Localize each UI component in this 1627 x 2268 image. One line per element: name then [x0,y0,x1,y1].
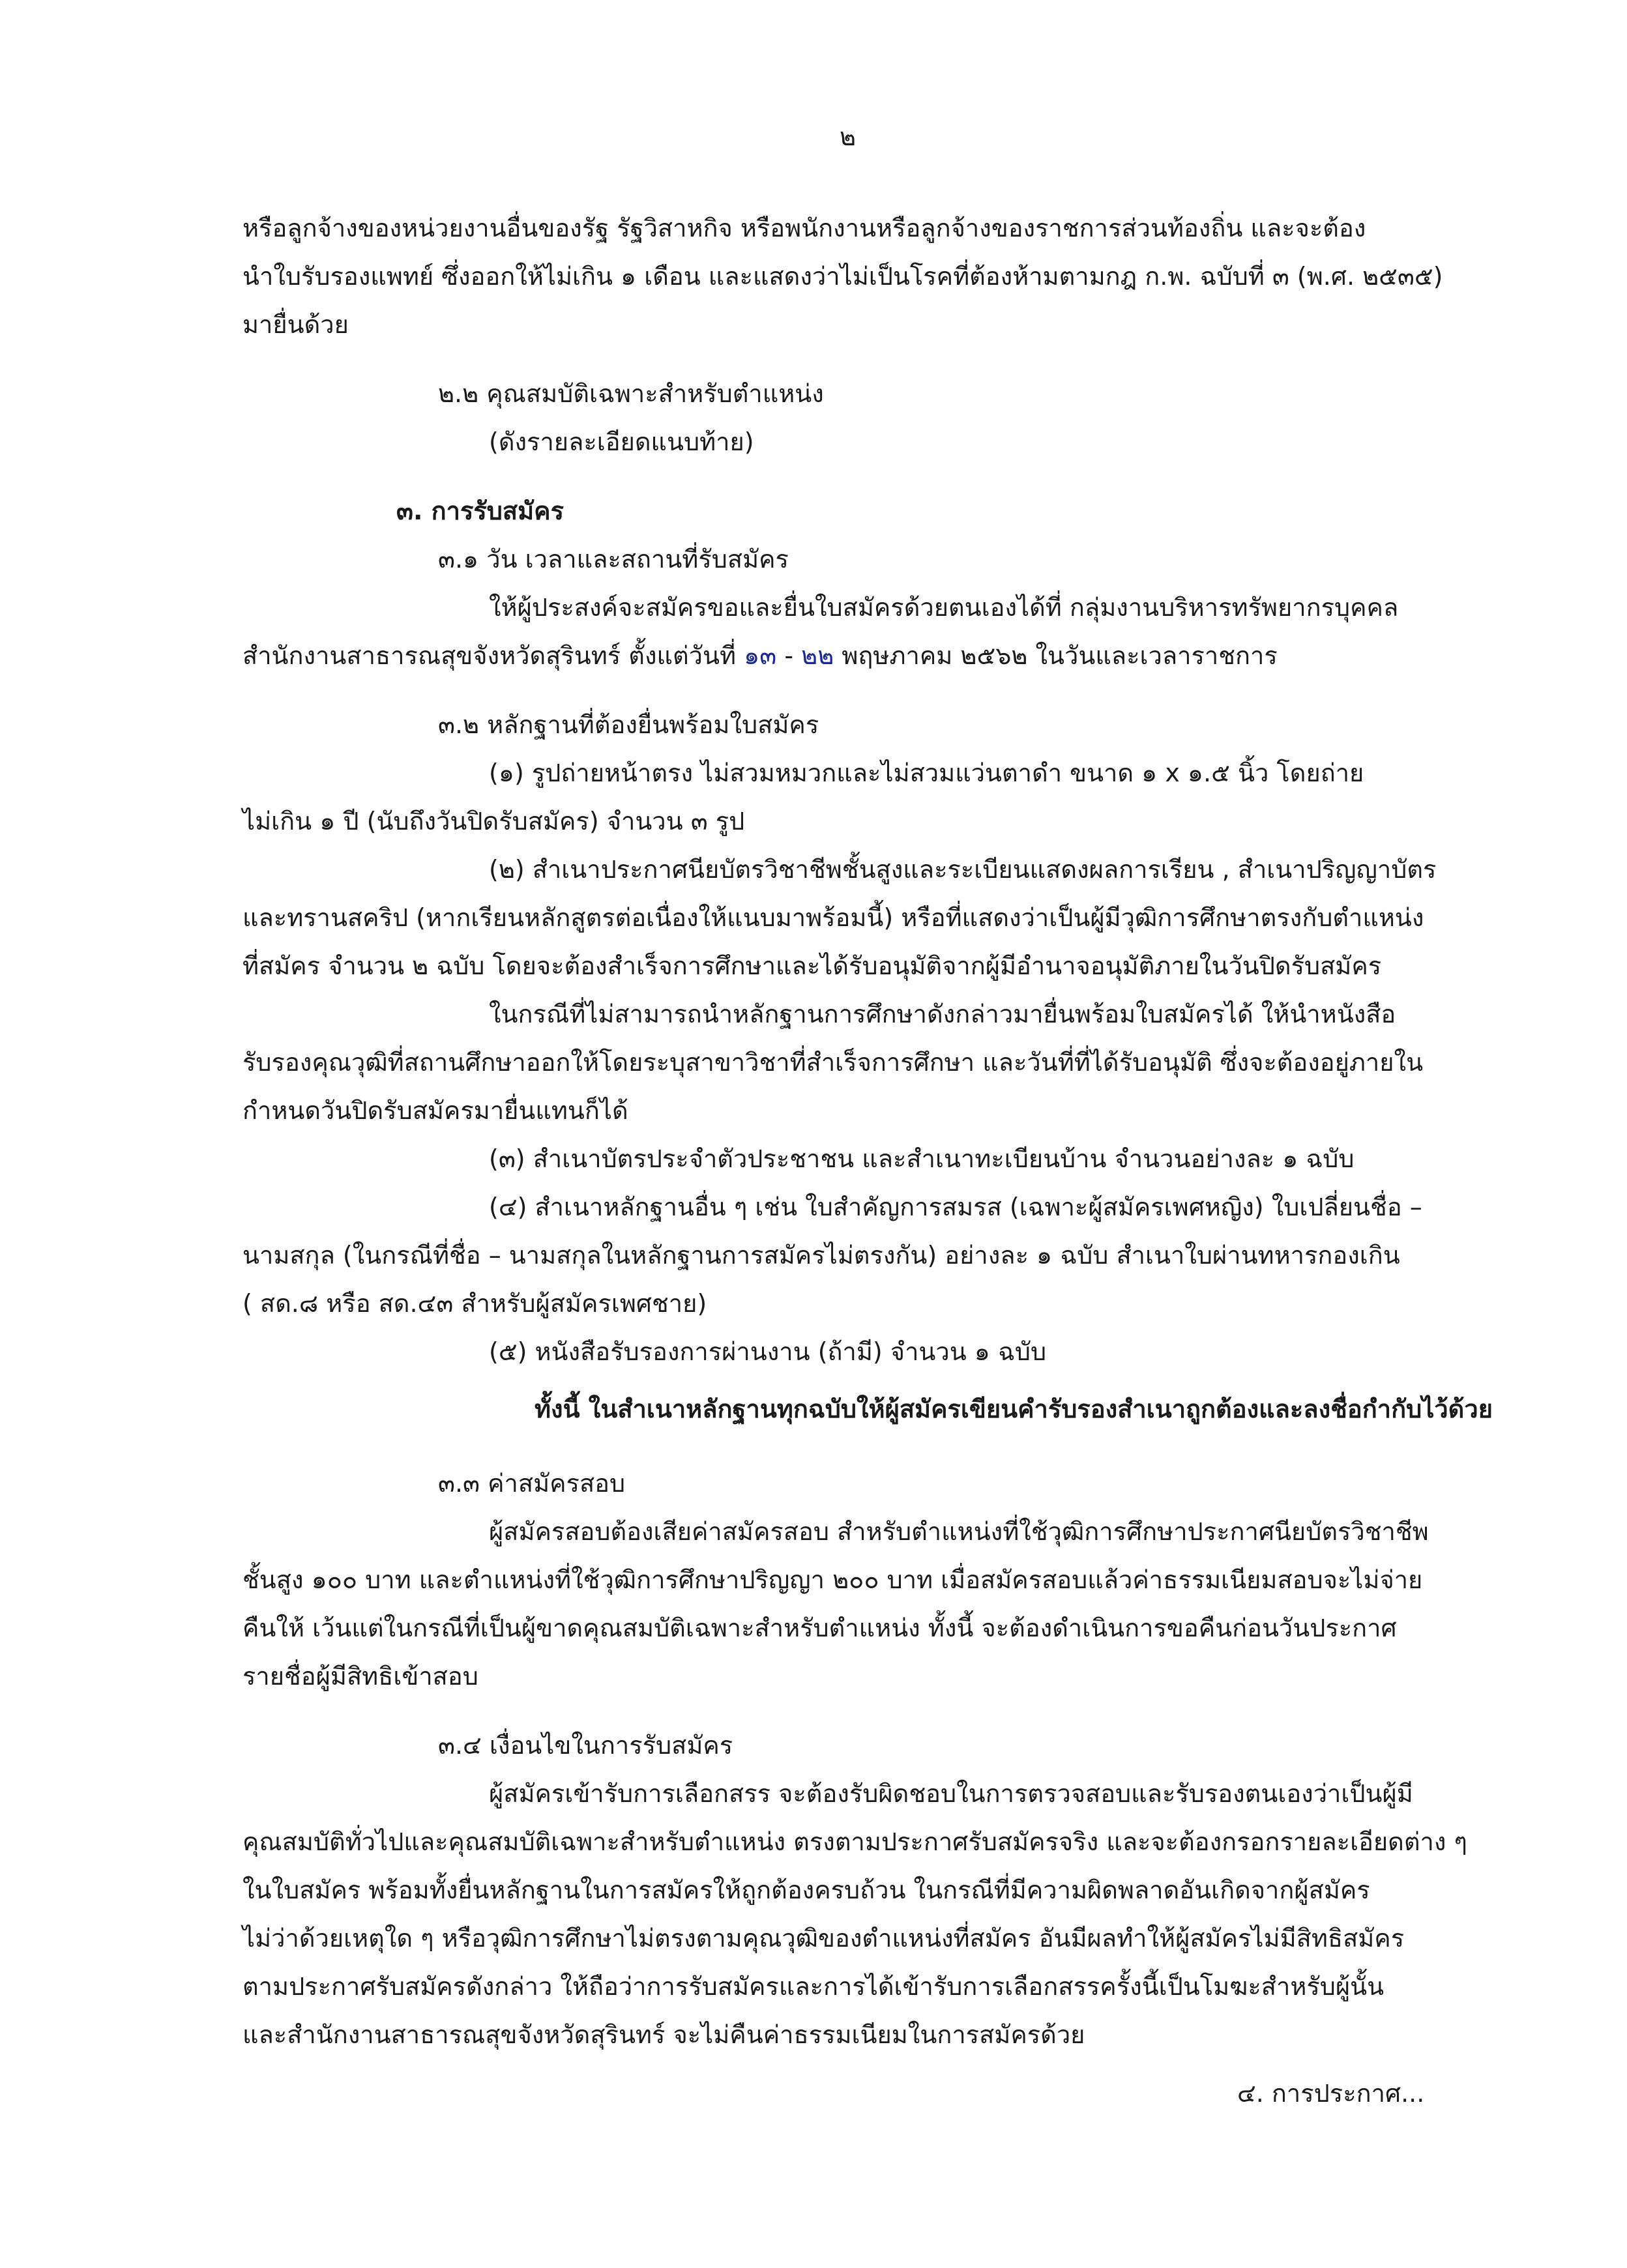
body-text: สำนักงานสาธารณสุขจังหวัดสุรินทร์ ตั้งแต่วันที่ [242,641,737,670]
continuation-marker: ๔. การประกาศ... [1237,2079,1425,2108]
body-line: (๓) สำเนาบัตรประจำตัวประชาชน และสำเนาทะเบียนบ้าน จำนวนอย่างละ ๑ ฉบับ [489,1144,1355,1173]
body-line: รับรองคุณวุฒิที่สถานศึกษาออกให้โดยระบุสาขาวิชาที่สำเร็จการศึกษา และวันที่ที่ได้รับอนุมัติ ซึ่งจะต้องอยู่ภายใน [242,1048,1424,1077]
section-heading-3: ๓. การรับสมัคร [396,497,564,525]
section-heading-3-2: ๓.๒ หลักฐานที่ต้องยื่นพร้อมใบสมัคร [438,710,819,739]
body-line: (๔) สำเนาหลักฐานอื่น ๆ เช่น ใบสำคัญการสมรส (เฉพาะผู้สมัครเพศหญิง) ใบเปลี่ยนชื่อ – [489,1193,1422,1221]
body-line: ไม่ว่าด้วยเหตุใด ๆ หรือวุฒิการศึกษาไม่ตรงตามคุณวุฒิของตำแหน่งที่สมัคร อันมีผลทำให้ผู้สมัครไม่มีสิทธิสมัคร [242,1924,1405,1953]
body-line: ให้ผู้ประสงค์จะสมัครขอและยื่นใบสมัครด้วยตนเองได้ที่ กลุ่มงานบริหารทรัพยากรบุคคล [489,593,1399,622]
page-number: ๒ [840,123,857,151]
body-line: มายื่นด้วย [242,310,349,339]
body-line: (๑) รูปถ่ายหน้าตรง ไม่สวมหมวกและไม่สวมแว่นตาดำ ขนาด ๑ x ๑.๕ นิ้ว โดยถ่าย [489,759,1364,787]
body-line: ในกรณีที่ไม่สามารถนำหลักฐานการศึกษาดังกล่าวมายื่นพร้อมใบสมัครได้ ให้นำหนังสือ [489,1000,1396,1028]
body-line: หรือลูกจ้างของหน่วยงานอื่นของรัฐ รัฐวิสาหกิจ หรือพนักงานหรือลูกจ้างของราชการส่วนท้องถิ่น และจะต้อง [242,214,1366,242]
body-line: ในใบสมัคร พร้อมทั้งยื่นหลักฐานในการสมัครให้ถูกต้องครบถ้วน ในกรณีที่มีความผิดพลาดอันเกิดจากผู้สมัคร [242,1876,1370,1904]
section-heading-2-2: ๒.๒ คุณสมบัติเฉพาะสำหรับตำแหน่ง [438,379,824,408]
body-line: ไม่เกิน ๑ ปี (นับถึงวันปิดรับสมัคร) จำนวน ๓ รูป [242,807,745,836]
body-line: (ดังรายละเอียดแนบท้าย) [489,428,754,456]
body-line: ผู้สมัครเข้ารับการเลือกสรร จะต้องรับผิดชอบในการตรวจสอบและรับรองตนเองว่าเป็นผู้มี [489,1779,1413,1808]
handwritten-end-date: ๒๒ [801,641,834,670]
body-line: ชั้นสูง ๑๐๐ บาท และตำแหน่งที่ใช้วุฒิการศึกษาปริญญา ๒๐๐ บาท เมื่อสมัครสอบแล้วค่าธรรมเนียมสอบจะไม่จ่าย [242,1565,1423,1594]
body-line-application-dates [242,637,1278,674]
body-line: (๒) สำเนาประกาศนียบัตรวิชาชีพชั้นสูงและระเบียนแสดงผลการเรียน , สำเนาปริญญาบัตร [489,855,1437,884]
body-line: คืนให้ เว้นแต่ในกรณีที่เป็นผู้ขาดคุณสมบัติเฉพาะสำหรับตำแหน่ง ทั้งนี้ จะต้องดำเนินการขอคืนก่อนวันประกาศ [242,1614,1397,1642]
body-line: นำใบรับรองแพทย์ ซึ่งออกให้ไม่เกิน ๑ เดือน และแสดงว่าไม่เป็นโรคที่ต้องห้ามตามกฎ ก.พ. ฉบับที่ ๓ (พ.ศ. ๒๕๓๕) [242,262,1443,291]
section-heading-3-4: ๓.๔ เงื่อนไขในการรับสมัคร [438,1731,733,1760]
body-line: และสำนักงานสาธารณสุขจังหวัดสุรินทร์ จะไม่คืนค่าธรรมเนียมในการสมัครด้วย [242,2020,1085,2049]
date-separator: - [784,641,794,670]
body-text: พฤษภาคม ๒๕๖๒ ในวันและเวลาราชการ [842,641,1278,670]
body-line: คุณสมบัติทั่วไปและคุณสมบัติเฉพาะสำหรับตำแหน่ง ตรงตามประกาศรับสมัครจริง และจะต้องกรอกรายละเอียดต่าง ๆ [242,1827,1467,1856]
section-heading-3-3: ๓.๓ ค่าสมัครสอบ [438,1469,626,1498]
body-line: กำหนดวันปิดรับสมัครมายื่นแทนก็ได้ [242,1096,628,1125]
body-line: นามสกุล (ในกรณีที่ชื่อ – นามสกุลในหลักฐานการสมัครไม่ตรงกัน) อย่างละ ๑ ฉบับ สำเนาใบผ่านทหารกองเกิน [242,1241,1400,1270]
body-line: ผู้สมัครสอบต้องเสียค่าสมัครสอบ สำหรับตำแหน่งที่ใช้วุฒิการศึกษาประกาศนียบัตรวิชาชีพ [489,1517,1429,1546]
body-line: ( สด.๘ หรือ สด.๔๓ สำหรับผู้สมัครเพศชาย) [242,1289,707,1318]
handwritten-start-date: ๑๓ [744,641,777,670]
body-line: และทรานสคริป (หากเรียนหลักสูตรต่อเนื่องให้แนบมาพร้อมนี้) หรือที่แสดงว่าเป็นผู้มีวุฒิการศึกษาตรงกับตำแหน่ง [242,903,1424,932]
body-line-emphasis: ทั้งนี้ ในสำเนาหลักฐานทุกฉบับให้ผู้สมัครเขียนคำรับรองสำเนาถูกต้องและลงชื่อกำกับไว้ด้วย [535,1395,1493,1423]
body-line: รายชื่อผู้มีสิทธิเข้าสอบ [242,1662,478,1691]
section-heading-3-1: ๓.๑ วัน เวลาและสถานที่รับสมัคร [438,545,789,574]
body-line: ตามประกาศรับสมัครดังกล่าว ให้ถือว่าการรับสมัครและการได้เข้ารับการเลือกสรรครั้งนี้เป็นโมฆะสำหรับผู้นั้น [242,1972,1385,2001]
body-line: (๕) หนังสือรับรองการผ่านงาน (ถ้ามี) จำนวน ๑ ฉบับ [489,1337,1047,1366]
body-line: ที่สมัคร จำนวน ๒ ฉบับ โดยจะต้องสำเร็จการศึกษาและได้รับอนุมัติจากผู้มีอำนาจอนุมัติภายในวันปิดรับสมัคร [242,952,1382,980]
